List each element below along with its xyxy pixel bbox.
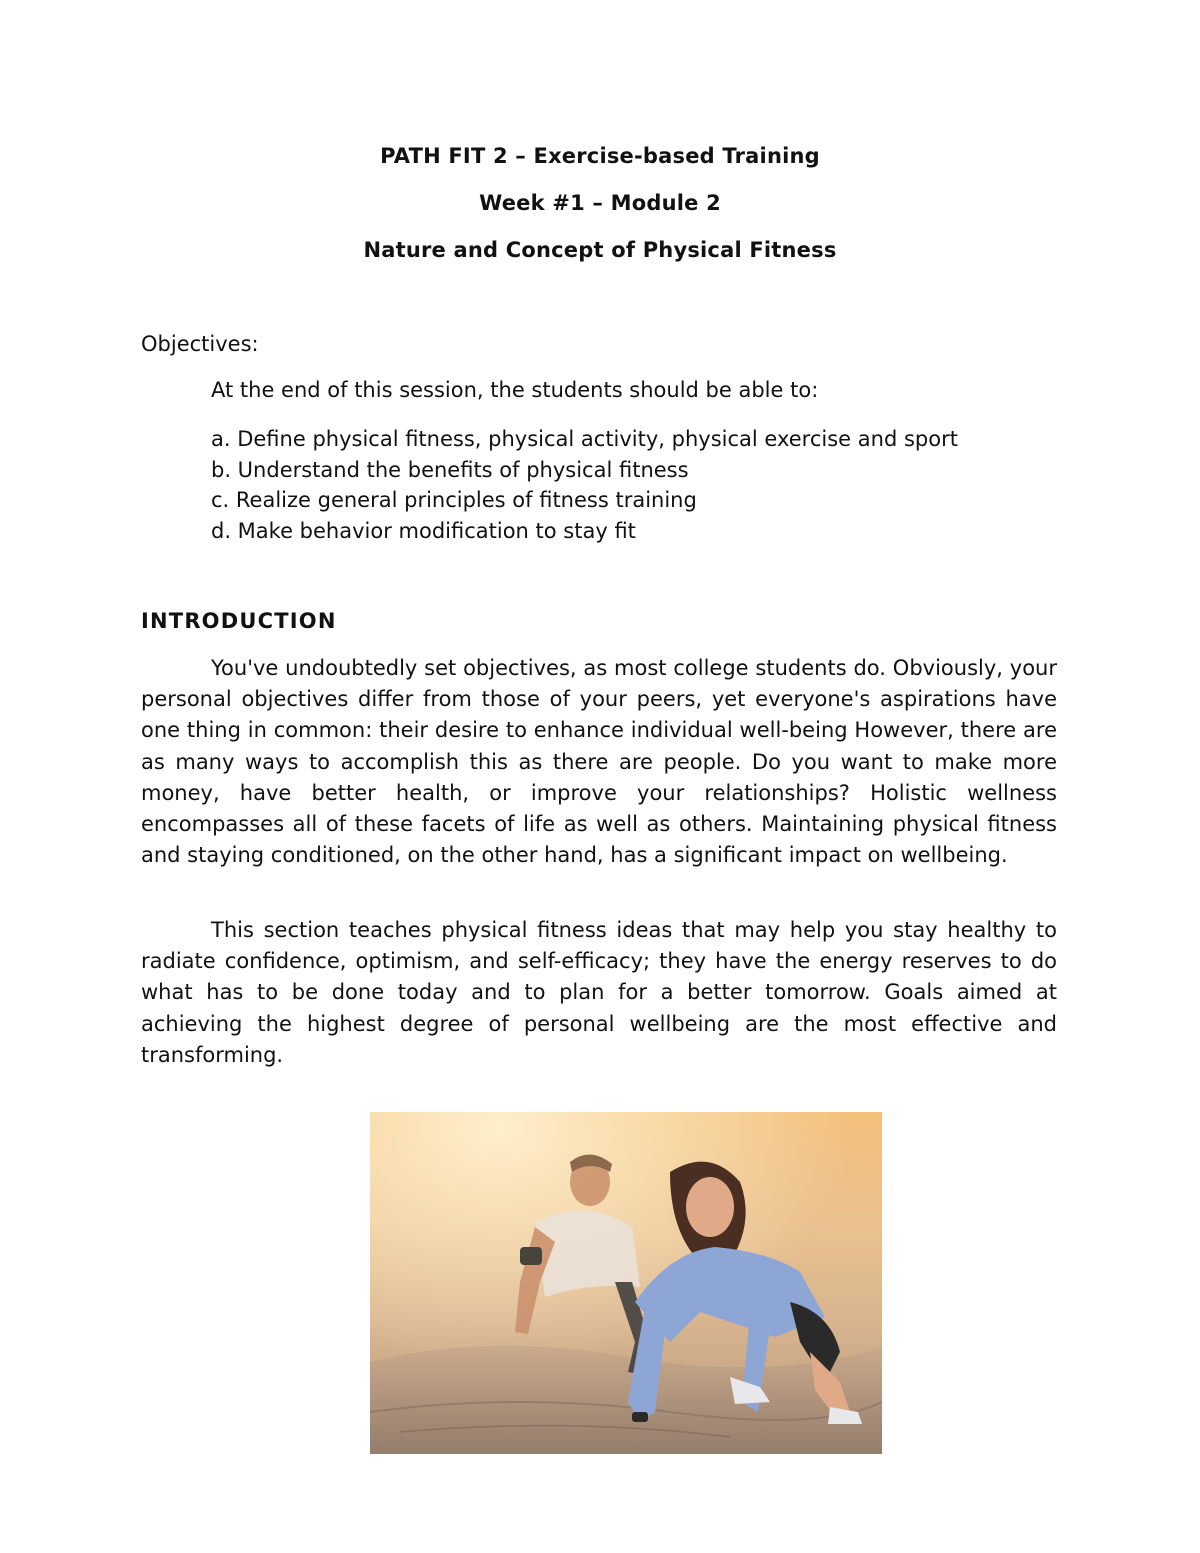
objectives-list	[211, 424, 958, 546]
objective-item: b. Understand the benefits of physical fitness	[211, 457, 689, 482]
week-module-title: Week #1 – Module 2	[479, 191, 721, 215]
fitness-photo	[370, 1112, 882, 1454]
course-title: PATH FIT 2 – Exercise-based Training	[380, 144, 820, 168]
objectives-intro: At the end of this session, the students should be able to:	[211, 378, 819, 402]
introduction-paragraph: This section teaches physical fitness ideas that may help you stay healthy to radiate confidence, optimism, and self-efficacy; they have the energy reserves to do what has to be done today and to plan for a better tomorrow. Goals aimed at achieving the highest degree of personal wellbeing are the most effective and transforming.	[141, 918, 1057, 1067]
objective-item: a. Define physical fitness, physical activity, physical exercise and sport	[211, 427, 958, 451]
topic-title: Nature and Concept of Physical Fitness	[363, 238, 837, 262]
introduction-paragraph: You've undoubtedly set objectives, as most college students do. Obviously, your personal objectives differ from those of your peers, yet everyone's aspirations have one thing in common: their desire to enhance individual well-being However, there are as many ways to accomplish this as there are people. Do you want to make more money, have better health, or improve your relationships? Holistic wellness encompasses all of these facets of life as well as others. Maintaining physical fitness and staying conditioned, on the other hand, has a significant impact on wellbeing.	[141, 656, 1057, 868]
objective-item: d. Make behavior modification to stay fit	[211, 518, 636, 543]
introduction-heading: INTRODUCTION	[141, 609, 337, 633]
objectives-heading: Objectives:	[141, 332, 259, 356]
objective-item: c. Realize general principles of fitness training	[211, 488, 697, 512]
